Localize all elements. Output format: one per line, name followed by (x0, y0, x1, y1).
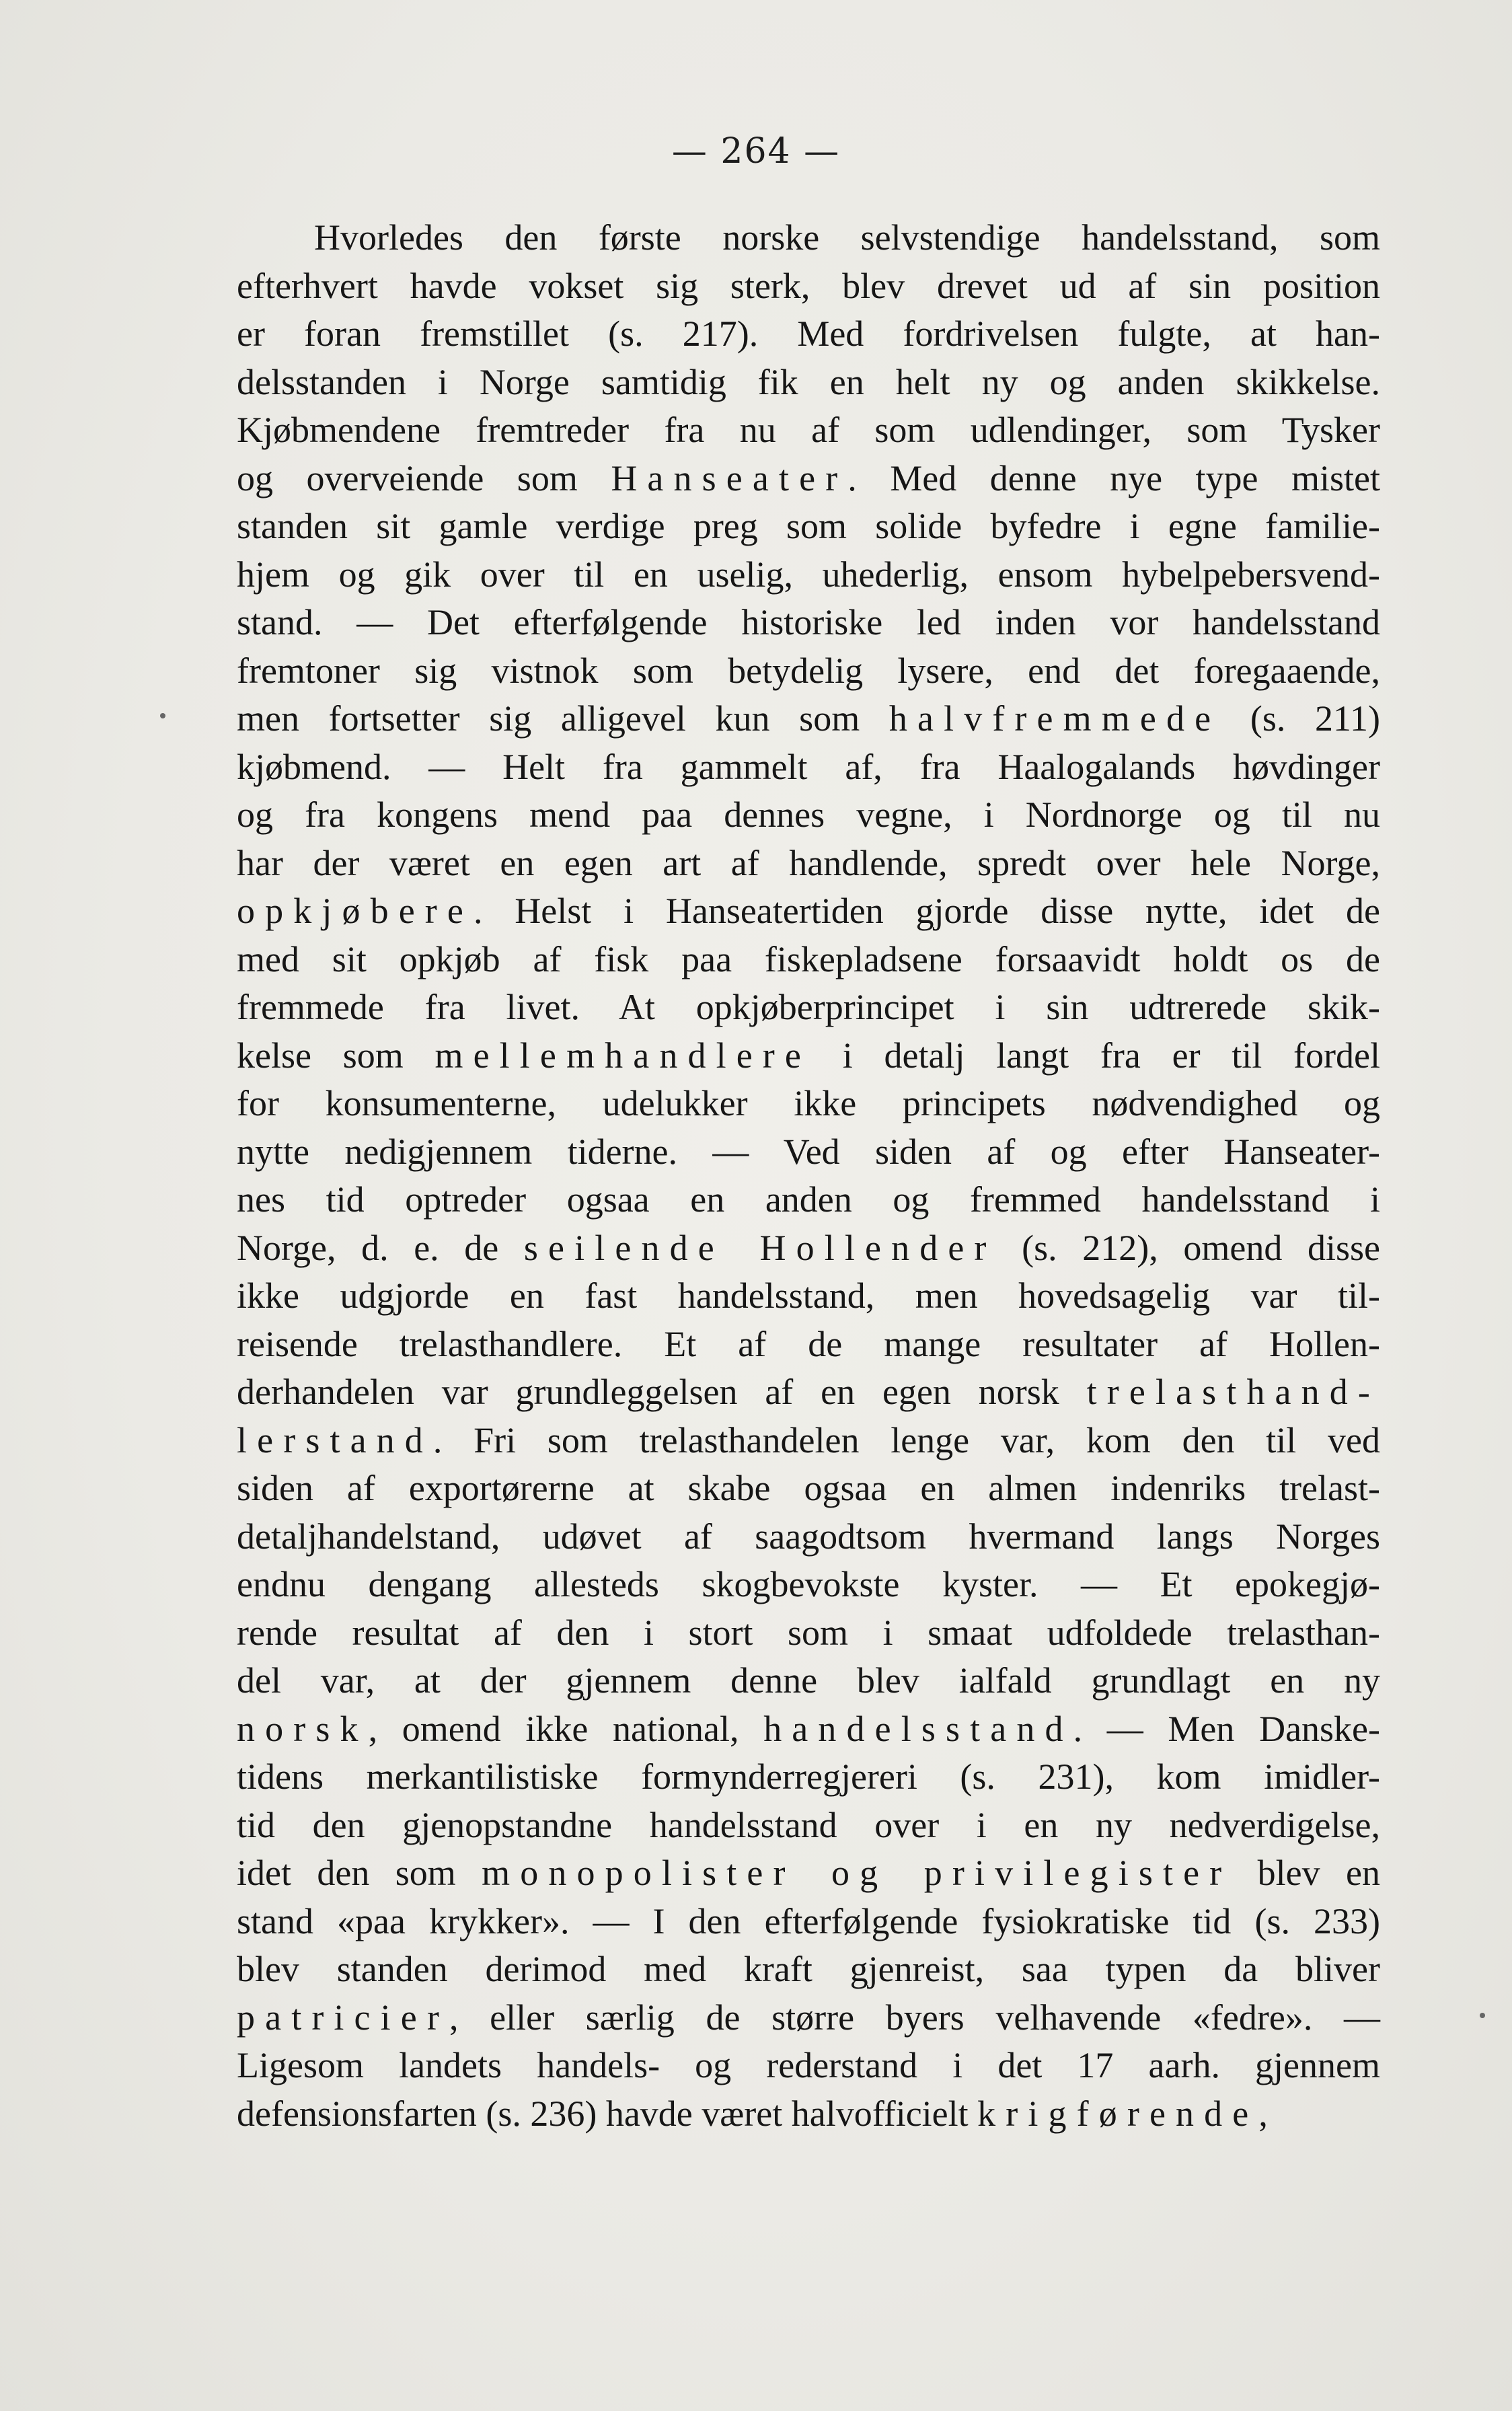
spaced-emphasis: mellemhandlere (434, 1035, 811, 1076)
text-line (237, 1272, 1380, 1321)
spaced-emphasis: halvfremmede (889, 698, 1221, 739)
text-line (237, 647, 1380, 696)
line-segment: , (1258, 2093, 1268, 2134)
line-segment: endnu dengang allesteds skogbevokste kyster. — Et epokegjø- (237, 1564, 1380, 1604)
text-line (237, 406, 1380, 455)
line-segment: og fra kongens mend paa dennes vegne, i Nordnorge og til nu (237, 794, 1380, 835)
line-segment: og overveiende som (237, 457, 611, 498)
text-line (237, 1945, 1380, 1994)
line-segment: ikke udgjorde en fast handelsstand, men hovedsagelig var til- (237, 1275, 1380, 1316)
line-segment: nes tid optreder ogsaa en anden og fremmed handelsstand i (237, 1179, 1380, 1220)
text-line (237, 1994, 1380, 2042)
text-line (237, 1080, 1380, 1128)
line-segment: standen sit gamle verdige preg som solide byfedre i egne familie- (237, 506, 1380, 546)
line-segment: . — Men Danske- (1073, 1708, 1380, 1749)
line-segment: nytte nedigjennem tiderne. — Ved siden af og efter Hanseater- (237, 1131, 1380, 1172)
line-segment: tid den gjenopstandne handelsstand over i en ny nedverdigelse, (237, 1804, 1380, 1845)
line-segment: del var, at der gjennem denne blev ialfald grundlagt en ny (237, 1660, 1380, 1701)
spaced-emphasis: opkjøbere (237, 891, 474, 931)
body-text (237, 214, 1380, 2138)
text-line (237, 214, 1380, 262)
line-segment: men fortsetter sig alligevel kun som (237, 698, 889, 739)
text-line (237, 1657, 1380, 1705)
text-line (237, 1561, 1380, 1609)
line-segment: Ligesom landets handels- og rederstand i det 17 aarh. gjennem (237, 2045, 1380, 2085)
spaced-emphasis: trelasthand- (1086, 1372, 1380, 1412)
line-segment: Norge, d. e. de (237, 1227, 524, 1268)
line-segment: fremtoner sig vistnok som betydelig lysere, end det foregaaende, (237, 650, 1380, 691)
page-number: — 264 — (671, 131, 841, 172)
text-line (237, 840, 1380, 888)
text-line (237, 1898, 1380, 1946)
line-segment: . Med denne nye type mistet (847, 457, 1380, 498)
line-segment: reisende trelasthandlere. Et af de mange resultater af Hollen- (237, 1323, 1380, 1364)
text-line (237, 984, 1380, 1032)
text-line (237, 2090, 1380, 2139)
line-segment: i detalj langt fra er til fordel (811, 1035, 1380, 1076)
text-line (237, 1802, 1380, 1850)
line-segment: efterhvert havde vokset sig sterk, blev drevet ud af sin position (237, 265, 1380, 306)
text-line (237, 936, 1380, 984)
spaced-emphasis: patricier (237, 1997, 449, 2038)
text-line (237, 1321, 1380, 1369)
line-segment: er foran fremstillet (s. 217). Med fordrivelsen fulgte, at han- (237, 313, 1380, 354)
line-segment: Hvorledes den første norske selvstendige handelsstand, som (314, 217, 1380, 258)
text-line (237, 359, 1380, 407)
text-line (237, 599, 1380, 647)
line-segment: for konsumenterne, udelukker ikke principets nødvendighed og (237, 1083, 1380, 1123)
spaced-emphasis: Hanseater (611, 457, 848, 498)
text-line (237, 1032, 1380, 1080)
line-segment: Kjøbmendene fremtreder fra nu af som udlendinger, som Tysker (237, 410, 1380, 450)
text-line (237, 262, 1380, 311)
text-line (237, 791, 1380, 840)
text-line (237, 1417, 1380, 1465)
line-segment: delsstanden i Norge samtidig fik en helt ny og anden skikkelse. (237, 361, 1380, 402)
line-segment: , omend ikke national, (368, 1708, 764, 1749)
text-line (237, 551, 1380, 599)
line-segment: blev en (1232, 1853, 1380, 1893)
text-line (237, 743, 1380, 792)
text-line (237, 503, 1380, 551)
text-line (237, 1176, 1380, 1224)
text-line (237, 1849, 1380, 1898)
line-segment: kelse som (237, 1035, 435, 1076)
line-segment: blev standen derimod med kraft gjenreist, saa typen da bliver (237, 1949, 1380, 1989)
text-line (237, 1464, 1380, 1513)
spaced-emphasis: handelsstand (763, 1708, 1073, 1749)
line-segment: (s. 212), omend disse (996, 1227, 1380, 1268)
line-segment: med sit opkjøb af fisk paa fiskepladsene forsaavidt holdt os de (237, 938, 1380, 979)
text-line (237, 887, 1380, 936)
line-segment: hjem og gik over til en uselig, uhederlig, ensom hybelpebersvend- (237, 554, 1380, 595)
line-segment: kjøbmend. — Helt fra gammelt af, fra Haalogalands høvdinger (237, 746, 1380, 787)
text-line (237, 1128, 1380, 1177)
text-line (237, 1753, 1380, 1802)
line-segment: . Helst i Hanseatertiden gjorde disse nytte, idet de (474, 891, 1380, 931)
text-line (237, 1705, 1380, 1754)
text-line (237, 1368, 1380, 1417)
line-segment: tidens merkantilistiske formynderregjereri (s. 231), kom imidler- (237, 1756, 1380, 1797)
text-line (237, 1609, 1380, 1658)
text-line (237, 1513, 1380, 1561)
text-line (237, 455, 1380, 503)
spaced-emphasis: krigførende (977, 2093, 1259, 2134)
text-line (237, 1224, 1380, 1273)
line-segment: detaljhandelstand, udøvet af saagodtsom hvermand langs Norges (237, 1516, 1380, 1557)
line-segment: siden af exportørerne at skabe ogsaa en almen indenriks trelast- (237, 1468, 1380, 1508)
text-line (237, 310, 1380, 359)
line-segment: rende resultat af den i stort som i smaat udfoldede trelasthan- (237, 1612, 1380, 1653)
line-segment: idet den som (237, 1853, 482, 1893)
line-segment: derhandelen var grundleggelsen af en egen norsk (237, 1372, 1087, 1412)
line-segment: , eller særlig de større byers velhavende «fedre». — (449, 1997, 1380, 2038)
line-segment: defensionsfarten (s. 236) havde været halvofficielt (237, 2093, 978, 2134)
spaced-emphasis: norsk (237, 1708, 369, 1749)
text-line (237, 2042, 1380, 2090)
line-segment: . Fri som trelasthandelen lenge var, kom den til ved (432, 1419, 1380, 1460)
line-segment: stand «paa krykker». — I den efterfølgende fysiokratiske tid (s. 233) (237, 1900, 1380, 1941)
spaced-emphasis: seilende Hollender (523, 1227, 997, 1268)
spaced-emphasis: lerstand (237, 1419, 433, 1460)
scan-speck (1480, 2013, 1485, 2018)
line-segment: (s. 211) (1221, 698, 1380, 739)
spaced-emphasis: monopolister og privilegister (482, 1853, 1232, 1893)
line-segment: har der været en egen art af handlende, spredt over hele Norge, (237, 842, 1380, 883)
line-segment: stand. — Det efterfølgende historiske led inden vor handelsstand (237, 602, 1380, 642)
text-line (237, 695, 1380, 743)
scan-speck (160, 713, 165, 718)
line-segment: fremmede fra livet. At opkjøberprincipet i sin udtrerede skik- (237, 987, 1380, 1027)
